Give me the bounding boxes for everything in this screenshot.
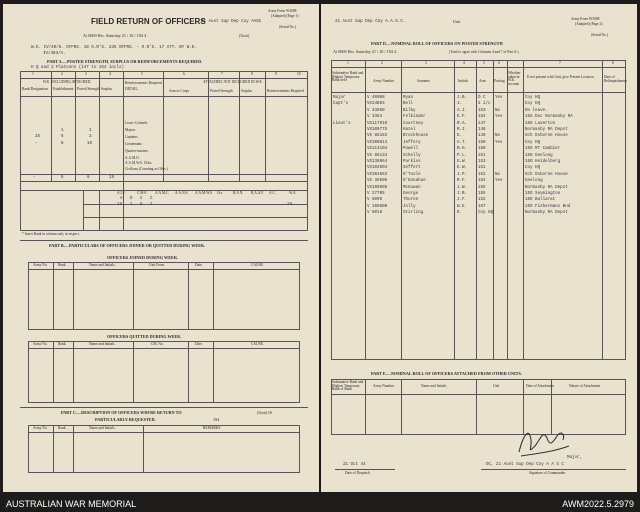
rd-head-rank: Substantive Rank and Highest Temporary Rank held — [332, 71, 364, 83]
roll-row-5-name: Courtney — [403, 121, 424, 126]
arm-head-ac: A.C. — [269, 191, 276, 195]
roll-row-18-name: Jolly — [403, 204, 416, 209]
roll-row-19-loc: Normanby RA Depot — [525, 211, 568, 216]
re-col-date: Date of Attachment — [526, 384, 555, 388]
roll-row-19-no: V 6018 — [367, 211, 383, 216]
roll-row-2-init: J. — [457, 102, 463, 107]
part-b-heading: PART B.—PARTICULARS OF OFFICERS JOINED OR QUITTED DURING WEEK. — [49, 243, 206, 248]
roll-row-3-post: No — [495, 108, 501, 113]
roll-row-16-arm: 155 — [478, 192, 486, 196]
rd-head-we: Whether taken in W.E. account — [508, 71, 521, 86]
quitted-title: OFFICERS QUITTED DURING WEEK. — [107, 334, 182, 339]
part-e-heading: PART E.—NOMINAL ROLL OF OFFICERS ATTACHED FROM OTHER UNITS. — [371, 371, 522, 376]
roll-row-2-loc: Coy HQ — [525, 102, 541, 107]
roll-row-17-loc: 15O Ballarat — [525, 198, 556, 203]
rd-col-num-6: 6 — [498, 61, 500, 65]
arm-row2-c: 8 — [140, 203, 143, 207]
roll-row-2-rank: Capt's — [333, 102, 349, 107]
col-head-rank: Rank/Designation — [22, 87, 48, 91]
roll-row-18-no: V 109800 — [367, 204, 388, 209]
roll-row-7-arm: 149 — [478, 134, 486, 139]
unit-name: 21 Aust Sup Dep Coy AASC — [201, 20, 262, 24]
roll-row-14-no: VX 36606 — [367, 179, 388, 184]
roll-row-9-init: R.H. — [457, 147, 468, 152]
roll-row-6-loc: Normanby RA Depot — [525, 128, 568, 132]
roll-row-4-arm: 154 — [478, 115, 486, 120]
roll-row-3-no: V 43860 — [367, 108, 385, 113]
col-head-reinforcements: Reinforcements Required — [125, 81, 162, 85]
roll-row-9-no: VX114104 — [367, 147, 388, 152]
rank-civilians: Civilians (Counting as Offrs.) — [125, 167, 168, 171]
roll-row-7-post: No — [495, 134, 501, 139]
part-c-col-army: Army No. — [33, 426, 48, 430]
quitted-col-name: Name and Initials. — [89, 342, 116, 346]
serial-label-right: (Serial No.) — [591, 33, 608, 37]
val-col1-b: - — [35, 142, 38, 146]
rank-captains: Captains — [125, 135, 138, 139]
joined-col-rank: Rank. — [58, 263, 67, 267]
rank-aamo: A.A.M.O. — [125, 156, 140, 160]
arm-head-aamws: A.A.M.W.S. — [195, 191, 213, 195]
col-num-9: 9 — [275, 72, 277, 76]
roll-row-17-arm: 152 — [478, 198, 486, 203]
roll-row-17-init: J.F. — [457, 198, 468, 203]
quitted-col-rank: Rank. — [58, 342, 67, 346]
arm-head-wa: W.A. — [289, 191, 297, 195]
footer-institution: AUSTRALIAN WAR MEMORIAL — [6, 499, 137, 509]
total-3: 6 — [87, 176, 90, 180]
rd-head-relinq: Date of Relinquishment — [604, 75, 627, 83]
col-head-detail: DETAIL. — [125, 87, 139, 91]
joined-title: OFFICERS JOINED DURING WEEK. — [107, 255, 179, 260]
we-line-2: IV/403/A. — [43, 52, 66, 56]
roll-row-17-no: V 6099 — [367, 198, 383, 203]
roll-row-2-name: Bell — [403, 102, 414, 107]
part-d-heading: PART D.—NOMINAL ROLL OF OFFICERS ON POSTED STRENGTH — [371, 41, 503, 46]
rd-col-num-7: 7 — [559, 61, 561, 65]
quitted-table — [28, 341, 300, 403]
col-num-3: 3 — [85, 72, 87, 76]
arm-row2-d: 2 — [150, 203, 153, 207]
roll-row-6-no: VX100775 — [367, 128, 388, 132]
roll-row-1-arm: O C — [478, 96, 486, 100]
col-head-reinf-2: Reinforcements Required — [267, 89, 304, 93]
signature-label: Signature of Commander — [529, 471, 566, 475]
roll-row-1-no: V 40008 — [367, 96, 385, 100]
rd-col-num-5: 5 — [483, 61, 485, 65]
arm-head-aamc: A.A.M.C. — [155, 191, 170, 195]
quitted-col-army: Army No. — [33, 342, 48, 346]
roll-row-1-loc: Coy HQ — [525, 96, 541, 100]
roll-row-12-name: Seffert — [403, 166, 421, 171]
col-head-arm: Arm or Corps — [169, 89, 189, 93]
rd-head-army: Army Number — [373, 79, 395, 83]
rank-aamws: A.A.M.W.S. Offrs. — [125, 161, 153, 165]
signature-unit: OC, 21 Aust Sup Dep Coy A A S C — [486, 463, 564, 467]
roll-row-4-name: Felkinder — [403, 115, 426, 120]
col-num-8: 8 — [251, 72, 253, 76]
col-num-2: 2 — [61, 72, 63, 76]
rd-col-num-1: 1 — [347, 61, 349, 65]
roll-row-10-no: VX 86133 — [367, 153, 388, 158]
re-col-unit: Unit — [493, 384, 500, 388]
rd-head-surname: Surname — [417, 79, 430, 83]
roll-row-19-init: E. — [457, 211, 463, 216]
total-2: 6 — [61, 176, 64, 180]
roll-row-9-arm: 150 — [478, 147, 486, 152]
roll-row-3-init: A.J. — [457, 108, 468, 113]
rd-head-location: If not present with Unit, give Present Location — [527, 75, 594, 79]
arm-head-cmf: C.M.F. — [137, 191, 147, 195]
roll-row-5-init: R.A. — [457, 121, 468, 126]
col-num-10: 10 — [297, 72, 301, 76]
despatch-date: 21 Oct 44 — [343, 463, 366, 467]
part-a-note: H Q and 2 Platoons (147 to 154 incls) — [31, 66, 124, 70]
right-page — [321, 4, 637, 492]
col-head-posted: Posted Strength — [77, 87, 100, 91]
roll-row-12-arm: 151 — [478, 166, 486, 171]
val-col3-a: 1 — [89, 129, 92, 133]
part-c-date: 194 — [213, 417, 220, 422]
re-col-nature: Nature of Attachment — [569, 384, 601, 388]
roll-row-10-name: Schelly — [403, 153, 421, 158]
form-adapted: (Adapted) (Page 1) — [271, 14, 299, 18]
form-adapted-right: (Adapted) (Page 2) — [575, 22, 603, 26]
rd-col-num-4: 4 — [463, 61, 465, 65]
roll-row-6-arm: 148 — [478, 128, 486, 132]
roll-row-8-post: Yes — [495, 140, 503, 145]
part-a-footnote: * Insert Rank in column only in respect. — [22, 232, 80, 236]
form-number: Army Form W3008 — [268, 9, 297, 13]
footer-accession-number: AWM2022.5.2979 — [562, 499, 634, 509]
roll-row-13-loc: Sch Osborne House — [525, 172, 568, 177]
roll-row-15-arm: 155 — [478, 185, 486, 190]
roll-row-1-post: Yes — [495, 96, 503, 100]
roll-row-8-loc: Coy HQ — [525, 140, 541, 145]
agree-note: (Total to agree with Columns 4 and 7 of Part A.) — [449, 50, 519, 54]
roll-row-13-post: No — [495, 172, 501, 177]
roll-row-11-no: VX138864 — [367, 160, 388, 164]
roll-row-12-loc: Coy HQ — [525, 166, 541, 171]
roll-row-13-arm: 151 — [478, 172, 486, 177]
roll-row-15-no: VX108905 — [367, 185, 388, 190]
roll-row-13-no: VX104653 — [367, 172, 388, 177]
arm-row1-d: C — [150, 197, 153, 201]
roll-row-16-init: J.B. — [457, 192, 468, 196]
commander-signature — [513, 416, 573, 466]
col-num-7: 7 — [221, 72, 223, 76]
roll-row-11-arm: 153 — [478, 160, 486, 164]
roll-row-7-no: VX 86183 — [367, 134, 388, 139]
roll-row-6-init: R.J. — [457, 128, 468, 132]
we-line: W.E. IV/40/8. OFFRS. 18 O.R'S. 235 OFFRS. - O.R'S. 17 ATT. BY W.E. — [31, 46, 197, 50]
roll-row-5-loc: 15O Laverton — [525, 121, 556, 126]
roll-row-5-arm: 147 — [478, 121, 486, 126]
roll-row-14-post: Yes — [495, 179, 503, 184]
rank-qm: Quarter-masters — [125, 149, 149, 153]
part-c-unit: (Unit) IS — [257, 410, 273, 415]
val-col2-a: 1 — [61, 129, 64, 133]
roll-row-6-name: Hazel — [403, 128, 416, 132]
roll-row-12-no: VX104004 — [367, 166, 388, 171]
col-num-6: 6 — [183, 72, 185, 76]
joined-col-army: Army No. — [33, 263, 48, 267]
roll-row-7-name: Brockhouse — [403, 134, 429, 139]
rd-col-num-8: 8 — [612, 61, 614, 65]
val-col2-c: 8 — [61, 142, 64, 146]
arm-row2-b: 1 — [130, 203, 133, 207]
col-num-1: 1 — [32, 72, 34, 76]
val-col3-b: 3 — [89, 135, 92, 139]
roll-row-11-init: G.W. — [457, 160, 468, 164]
unit-suffix-right: Unit — [453, 19, 461, 24]
arm-row1-a: A — [120, 197, 123, 201]
re-col-name: Name and Initials — [421, 384, 447, 388]
joined-col-unit: Unit From. — [149, 263, 165, 267]
attached-not-included-label: ATTACHED, NOT INCLUDED IN W.E. — [203, 80, 263, 84]
rank-lt-col: Lieut.-Colonels — [125, 121, 148, 125]
roll-row-5-no: VX117910 — [367, 121, 388, 126]
joined-col-name: Name and Initials. — [89, 263, 116, 267]
part-a-heading: PART A.—POSTED STRENGTH, SURPLUS OR REINFORCEMENTS REQUIRED. — [47, 59, 203, 64]
quitted-col-date: Date. — [195, 342, 203, 346]
part-c-subheading: PARTICULARLY REQUESTED. — [95, 417, 156, 422]
serial-label: (Serial No.) — [279, 25, 296, 29]
roll-row-18-init: W.E. — [457, 204, 468, 209]
joined-table — [28, 262, 300, 330]
unit-name-right: 21 Aust Sup Dep Coy A.A.S.C. — [335, 20, 406, 24]
at-line-right: At 0600 Hrs. Saturday 21 / 10 / 194 4 . — [333, 49, 399, 54]
roll-row-4-no: V 3364 — [367, 115, 383, 120]
roll-row-1-rank: Major — [333, 96, 346, 100]
arm-head-raaf: R.A.A.F. — [251, 191, 264, 195]
roll-row-15-init: J.W. — [457, 185, 468, 190]
roll-row-15-name: McGowan — [403, 185, 421, 190]
roll-row-4-init: E.F. — [457, 115, 468, 120]
we-including-label: W.E. INCLUDING ATTACHED. — [43, 80, 92, 84]
arm-head-aif: A.I.F. — [117, 191, 126, 195]
at-line: At 0600 Hrs. Saturday 21 / 10 / 194 4 . — [83, 33, 149, 38]
roll-row-9-name: Powell — [403, 147, 419, 152]
rd-head-arm: Arm — [479, 79, 486, 83]
roll-row-12-init: E.W. — [457, 166, 468, 171]
part-c-heading: PART C.—DESCRIPTION OF OFFICERS WHOSE RETURN TO — [61, 410, 182, 415]
arm-row1-c: C — [140, 197, 143, 201]
roll-row-1-init: J.B. — [457, 96, 468, 100]
signature-rank: Major, — [567, 456, 583, 460]
roll-row-13-init: J.P. — [457, 172, 468, 177]
arm-row2-a: 18 — [117, 203, 123, 207]
despatch-date-label: Date of Despatch — [345, 471, 370, 475]
col-head-posted-2: Posted Strength — [210, 89, 233, 93]
roll-row-17-name: Thorne — [403, 198, 419, 203]
arm-head-aans: A.A.N.S. — [175, 191, 189, 195]
rank-lieutenants: Lieutenants — [125, 142, 142, 146]
roll-row-2-arm: 2 i/c — [478, 102, 491, 107]
col-head-establishment: Establishment — [53, 87, 74, 91]
roll-row-3-loc: On leave. — [525, 108, 548, 113]
re-col-army: Army Number — [373, 384, 395, 388]
roll-row-13-name: O'Toole — [403, 172, 421, 177]
part-c-col-rank: Rank. — [58, 426, 67, 430]
roll-row-3-name: Bilby — [403, 108, 416, 113]
roll-row-14-name: O'Donahue — [403, 179, 426, 184]
roll-row-3-arm: 153 — [478, 108, 486, 113]
roll-row-14-init: R.F. — [457, 179, 468, 184]
val-col1-a: 25 — [35, 135, 41, 139]
val-col3-c: 10 — [87, 142, 93, 146]
rd-head-initials: Initials — [458, 79, 468, 83]
roll-row-10-init: P.L. — [457, 153, 468, 158]
part-c-col-name: Name and Initials. — [89, 426, 116, 430]
rank-majors: Majors — [125, 128, 136, 132]
roll-row-7-loc: Sch Osborne House — [525, 134, 568, 139]
roll-row-10-loc: 15O Geelong — [525, 153, 553, 158]
roll-row-14-loc: Geelong — [525, 179, 543, 184]
roll-row-8-arm: 150 — [478, 140, 486, 145]
arm-row1-b: D — [130, 197, 133, 201]
total-4: 19 — [109, 176, 115, 180]
roll-row-4-post: Yes — [495, 115, 503, 120]
val-col2-b: 6 — [61, 135, 64, 139]
part-c-col-remarks: REMARKS — [203, 426, 221, 430]
joined-col-cause: CAUSE. — [251, 263, 264, 267]
quitted-col-cm: CM. No. — [151, 342, 164, 346]
roll-row-16-loc: 15O Seymington — [525, 192, 561, 196]
rd-col-num-2: 2 — [381, 61, 383, 65]
roll-row-8-no: VX100813 — [367, 140, 388, 145]
roll-row-5-rank: Lieut's — [333, 121, 351, 126]
total-1: - — [33, 176, 36, 180]
roll-row-16-no: V 27705 — [367, 192, 385, 196]
roll-row-11-loc: 15O Heidelberg — [525, 160, 561, 164]
roll-row-7-init: E. — [457, 134, 463, 139]
roll-row-19-arm: Coy HQ — [478, 211, 494, 216]
footer-bar — [0, 496, 640, 512]
page-title: FIELD RETURN OF OFFICERS — [91, 17, 206, 26]
col-head-surplus: Surplus — [101, 87, 112, 91]
arm-head-civ: Civ. — [217, 191, 223, 195]
roll-row-15-loc: Normanby RA Depot — [525, 185, 568, 190]
rd-head-posting: Posting — [494, 79, 505, 83]
total-right: 19 — [287, 203, 293, 207]
roll-row-1-name: Ryan — [403, 96, 414, 100]
roll-row-16-name: George — [403, 192, 419, 196]
roll-row-10-arm: 151 — [478, 153, 486, 158]
roll-row-2-no: VX14803 — [367, 102, 385, 107]
col-num-5: 5 — [141, 72, 143, 76]
col-head-surplus-2: Surplus — [241, 89, 252, 93]
unit-suffix: (Unit) — [239, 33, 250, 38]
roll-row-18-arm: 157 — [478, 204, 486, 209]
re-col-rank: Substantive Rank and Highest Temporary Rank of Rank — [332, 380, 364, 392]
col-num-4: 4 — [109, 72, 111, 76]
rd-col-num-3: 3 — [425, 61, 427, 65]
roll-row-4-loc: 15S Dec Normanby RA — [525, 115, 573, 120]
roll-row-8-name: Jeffery — [403, 140, 421, 145]
roll-row-19-name: Stirling — [403, 211, 424, 216]
roll-row-8-init: A.T. — [457, 140, 468, 145]
roll-row-9-loc: 15O RT Cambier — [525, 147, 561, 152]
roll-row-11-name: Purkiss — [403, 160, 421, 164]
roll-row-14-arm: 154 — [478, 179, 486, 184]
left-page — [3, 4, 319, 492]
arm-head-ran: R.A.N. — [233, 191, 244, 195]
roll-row-18-loc: 15O Fishermans Bnd — [525, 204, 571, 209]
quitted-col-cause: CAUSE. — [251, 342, 264, 346]
form-number-right: Army Form W3008 — [571, 17, 600, 21]
joined-col-date: Date. — [195, 263, 203, 267]
